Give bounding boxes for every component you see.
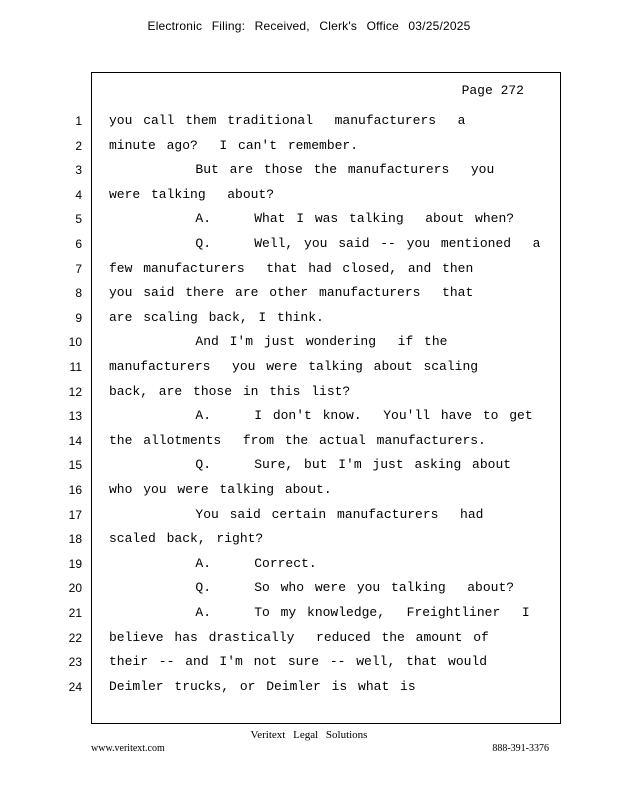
transcript-line: minute ago? I can't remember. bbox=[109, 137, 359, 153]
line-number: 12 bbox=[68, 384, 82, 399]
line-number: 1 bbox=[75, 114, 82, 128]
page-number: Page 272 bbox=[461, 83, 524, 98]
line-number: 2 bbox=[75, 138, 82, 153]
line-number: 14 bbox=[68, 433, 82, 448]
line-number: 21 bbox=[68, 606, 82, 620]
line-number: 4 bbox=[75, 187, 82, 202]
line-number: 10 bbox=[68, 335, 82, 350]
line-number: 17 bbox=[68, 507, 82, 522]
filing-header: Electronic Filing: Received, Clerk's Office 03/25/2025 bbox=[147, 19, 471, 33]
transcript-line: A. To my knowledge, Freightliner I bbox=[109, 605, 530, 620]
transcript-line: who you were talking about. bbox=[109, 482, 332, 497]
transcript-line: believe has drastically reduced the amount of bbox=[109, 629, 489, 645]
transcript-line: A. What I was talking about when? bbox=[109, 211, 515, 227]
line-number: 7 bbox=[75, 261, 82, 276]
line-number: 9 bbox=[75, 310, 82, 325]
transcript-line: are scaling back, I think. bbox=[109, 309, 324, 325]
transcript-line: A. Correct. bbox=[109, 555, 317, 571]
line-number: 19 bbox=[68, 556, 82, 571]
line-number: 13 bbox=[68, 409, 82, 424]
line-number: 23 bbox=[68, 655, 82, 670]
transcript-line: Q. Well, you said -- you mentioned a bbox=[109, 236, 541, 251]
transcript-line: back, are those in this list? bbox=[109, 383, 351, 399]
transcript-line: But are those the manufacturers you bbox=[109, 162, 495, 178]
line-number: 11 bbox=[69, 360, 82, 374]
transcript-line: were talking about? bbox=[109, 186, 275, 202]
line-number: 8 bbox=[75, 286, 82, 301]
line-number: 24 bbox=[68, 679, 82, 694]
transcript-line: manufacturers you were talking about scaling bbox=[109, 359, 479, 374]
transcript-line: you said there are other manufacturers that bbox=[109, 285, 474, 301]
footer-company: Veritext Legal Solutions bbox=[250, 729, 368, 741]
line-number: 22 bbox=[68, 630, 82, 645]
transcript-line: Q. So who were you talking about? bbox=[109, 580, 515, 596]
transcript-line: the allotments from the actual manufacturers. bbox=[109, 432, 486, 448]
transcript-line: Deimler trucks, or Deimler is what is bbox=[109, 678, 416, 694]
line-number: 6 bbox=[75, 237, 82, 251]
line-number: 5 bbox=[75, 212, 82, 227]
line-number: 3 bbox=[75, 163, 82, 178]
transcript-line: Q. Sure, but I'm just asking about bbox=[109, 457, 512, 473]
transcript-line: scaled back, right? bbox=[109, 531, 264, 547]
footer-website: www.veritext.com bbox=[91, 743, 165, 754]
transcript-line: few manufacturers that had closed, and then bbox=[109, 260, 474, 276]
transcript-line: A. I don't know. You'll have to get bbox=[109, 408, 533, 424]
line-number: 18 bbox=[68, 532, 82, 547]
line-number: 20 bbox=[68, 581, 82, 596]
line-number: 16 bbox=[68, 483, 82, 497]
line-number: 15 bbox=[68, 458, 82, 473]
transcript-line: you call them traditional manufacturers a bbox=[109, 113, 466, 128]
footer-phone: 888-391-3376 bbox=[492, 743, 549, 754]
transcript-line: And I'm just wondering if the bbox=[109, 334, 448, 350]
transcript-line: their -- and I'm not sure -- well, that would bbox=[109, 654, 488, 670]
transcript-line: You said certain manufacturers had bbox=[109, 506, 484, 522]
